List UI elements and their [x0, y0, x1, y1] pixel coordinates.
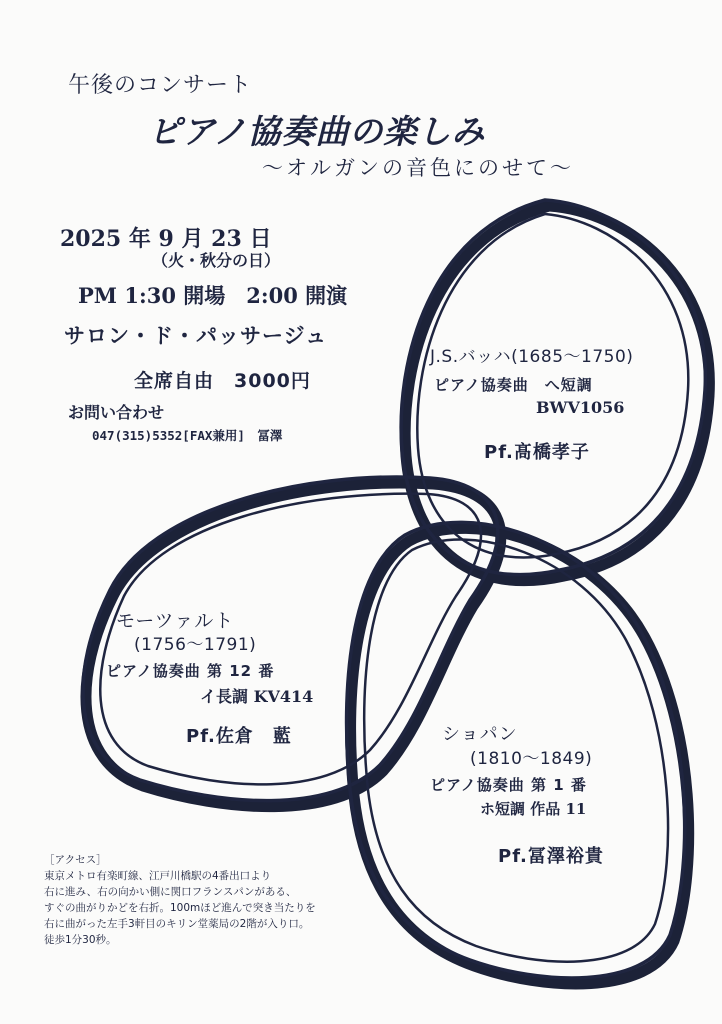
- access-line: 右に曲がった左手3軒目のキリン堂薬局の2階が入り口。: [44, 918, 310, 930]
- piece-chopin-performer: Pf.冨澤裕貴: [498, 846, 604, 867]
- contact-phone: 047(315)5352[FAX兼用] 冨澤: [92, 428, 283, 443]
- piece-mozart-dates: (1756～1791): [134, 635, 257, 655]
- event-date: 2025 年 9 月 23 日: [60, 226, 272, 252]
- piece-mozart-performer: Pf.佐倉 藍: [186, 726, 292, 747]
- piece-chopin-composer: ショパン: [442, 724, 518, 745]
- event-time: PM 1:30 開場 2:00 開演: [78, 283, 348, 308]
- ticket-price: 全席自由 3000円: [134, 370, 311, 392]
- concert-title: ピアノ協奏曲の楽しみ: [148, 112, 486, 151]
- access-line: 右に進み、右の向かい側に関口フランスパンがある、: [44, 886, 297, 898]
- piece-bach-performer: Pf.髙橋孝子: [484, 442, 590, 463]
- piece-bach-composer: J.S.バッハ(1685～1750): [430, 347, 634, 367]
- access-line: すぐの曲がりかどを右折。100mほど進んで突き当たりを: [44, 902, 316, 914]
- event-day: （火・秋分の日）: [152, 251, 281, 270]
- concert-tagline: ～オルガンの音色にのせて～: [262, 156, 574, 180]
- event-venue: サロン・ド・パッサージュ: [64, 324, 328, 348]
- access-heading: ［アクセス］: [44, 854, 107, 866]
- piece-chopin-work-no: ホ短調 作品 11: [480, 800, 587, 818]
- piece-mozart-work: ピアノ協奏曲 第 12 番: [106, 662, 275, 680]
- piece-chopin-dates: (1810～1849): [470, 749, 593, 769]
- access-line: 徒歩1分30秒。: [44, 934, 117, 946]
- piece-chopin-work: ピアノ協奏曲 第 1 番: [430, 776, 587, 794]
- piece-mozart-work-no: イ長調 KV414: [200, 687, 314, 706]
- piece-bach-work-no: BWV1056: [536, 398, 625, 417]
- piece-mozart-composer: モーツァルト: [116, 610, 235, 632]
- concert-subtitle: 午後のコンサート: [68, 73, 253, 98]
- access-line: 東京メトロ有楽町線、江戸川橋駅の4番出口より: [44, 870, 272, 882]
- contact-label: お問い合わせ: [68, 403, 165, 422]
- piece-bach-work: ピアノ協奏曲 へ短調: [434, 376, 593, 394]
